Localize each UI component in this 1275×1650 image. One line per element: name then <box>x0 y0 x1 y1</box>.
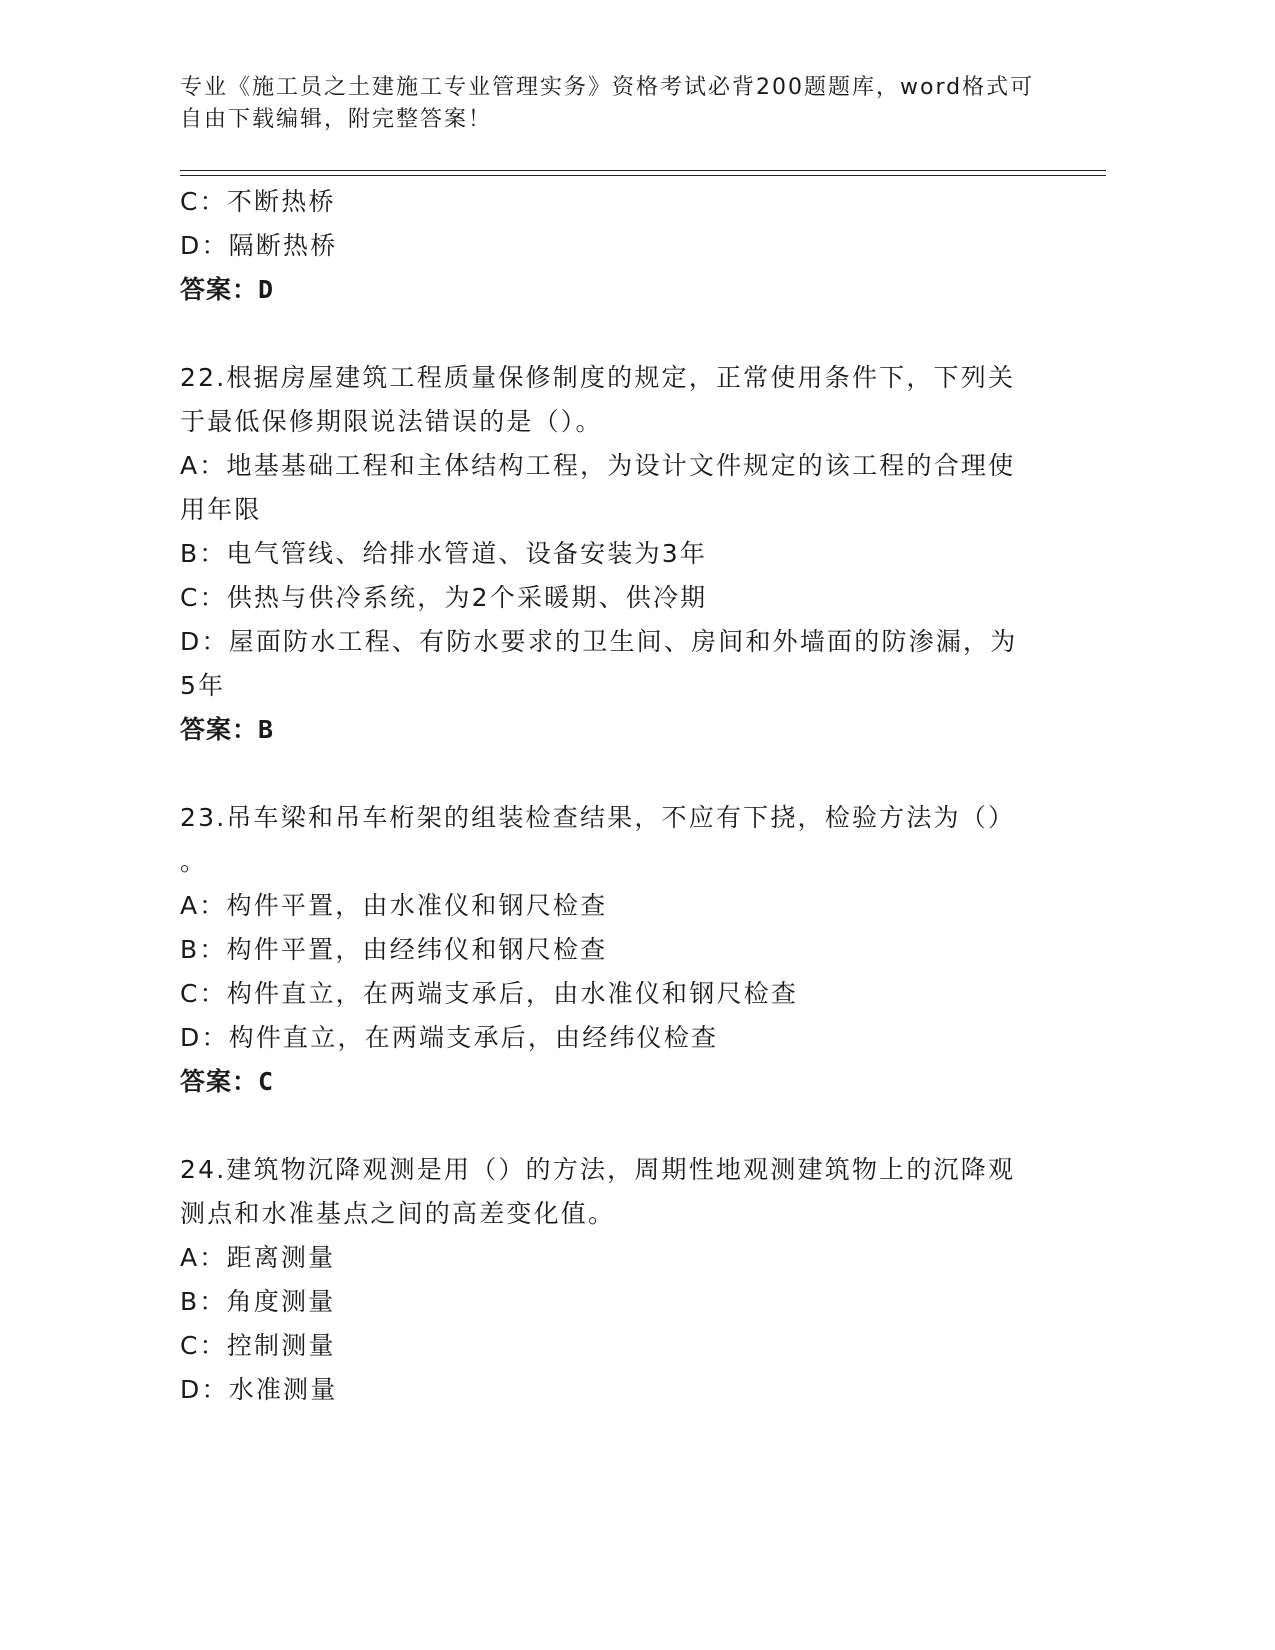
option-c: C：供热与供冷系统，为2个采暖期、供冷期 <box>180 583 708 612</box>
question-stem-line: 测点和水准基点之间的高差变化值。 <box>180 1199 616 1228</box>
option-a: A：构件平置，由水准仪和钢尺检查 <box>180 891 608 920</box>
question-stem-line: 于最低保修期限说法错误的是（）。 <box>180 407 603 436</box>
question-spacer <box>180 1104 1060 1148</box>
answer-line: 答案：D <box>180 275 275 304</box>
option-d-continued: 5年 <box>180 671 226 700</box>
answer-line: 答案：B <box>180 715 275 744</box>
previous-question-tail <box>180 180 1060 312</box>
question-23 <box>180 796 1060 1104</box>
header-line-2: 自由下载编辑，附完整答案！ <box>180 107 493 132</box>
option-b: B：角度测量 <box>180 1287 336 1316</box>
option-d: D：隔断热桥 <box>180 231 338 260</box>
option-b: B：电气管线、给排水管道、设备安装为3年 <box>180 539 708 568</box>
option-a: A：距离测量 <box>180 1243 336 1272</box>
header-line-1: 专业《施工员之土建施工专业管理实务》资格考试必背200题题库，word格式可 <box>180 75 1035 100</box>
option-a: A：地基基础工程和主体结构工程，为设计文件规定的该工程的合理使 <box>180 451 1016 480</box>
option-c: C：控制测量 <box>180 1331 336 1360</box>
question-spacer <box>180 752 1060 796</box>
option-d: D：屋面防水工程、有防水要求的卫生间、房间和外墙面的防渗漏，为 <box>180 627 1018 656</box>
question-stem-line: 23.吊车梁和吊车桁架的组装检查结果，不应有下挠，检验方法为（） <box>180 803 1016 832</box>
option-c: C：不断热桥 <box>180 187 336 216</box>
option-c: C：构件直立，在两端支承后，由水准仪和钢尺检查 <box>180 979 799 1008</box>
document-header <box>180 72 1050 136</box>
option-b: B：构件平置，由经纬仪和钢尺检查 <box>180 935 608 964</box>
option-d: D：构件直立，在两端支承后，由经纬仪检查 <box>180 1023 719 1052</box>
question-list <box>180 180 1060 1412</box>
answer-line: 答案：C <box>180 1067 275 1096</box>
header-divider <box>180 170 1106 176</box>
question-stem-line: 。 <box>180 847 208 876</box>
question-22 <box>180 356 1060 752</box>
question-24 <box>180 1148 1060 1412</box>
question-stem-line: 22.根据房屋建筑工程质量保修制度的规定，正常使用条件下，下列关 <box>180 363 1016 392</box>
option-d: D：水准测量 <box>180 1375 338 1404</box>
question-stem-line: 24.建筑物沉降观测是用（）的方法，周期性地观测建筑物上的沉降观 <box>180 1155 1016 1184</box>
option-a-continued: 用年限 <box>180 495 262 524</box>
question-spacer <box>180 312 1060 356</box>
